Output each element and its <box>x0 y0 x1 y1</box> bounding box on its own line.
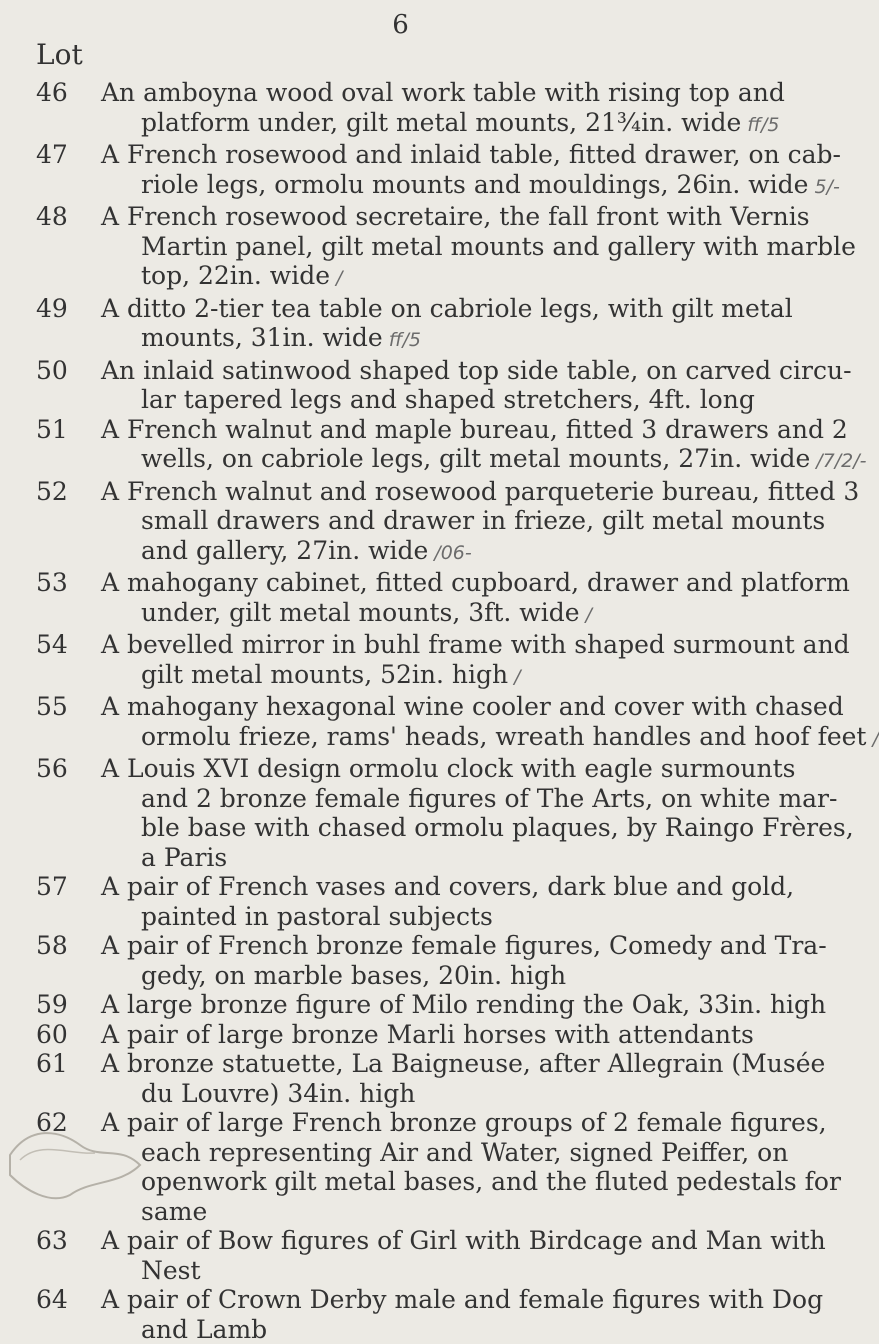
lot-description <box>101 568 850 630</box>
lot-description-text: A bronze statuette, La Baigneuse, after Allegrain (Musée <box>101 1049 825 1078</box>
lot-description-line <box>101 140 841 170</box>
handwritten-price-annotation: ff/5 <box>389 329 421 351</box>
lot-description-text: A large bronze figure of Milo rending the Oak, 33in. high <box>101 990 826 1019</box>
lot-description-line <box>101 1167 841 1197</box>
handwritten-price-annotation: /7/2/- <box>816 450 866 472</box>
lot-entry <box>36 294 791 356</box>
lot-description-text: An inlaid satinwood shaped top side table, on carved circu- <box>101 356 852 385</box>
lot-entry <box>36 931 791 990</box>
lot-number: 63 <box>36 1226 101 1256</box>
lot-description-line <box>101 1285 823 1315</box>
lot-description-line <box>101 1256 826 1286</box>
lot-column-header: Lot <box>36 38 83 71</box>
lot-description-text: gedy, on marble bases, 20in. high <box>141 961 566 990</box>
handwritten-price-annotation: / <box>336 267 342 289</box>
lot-description-line <box>101 415 867 445</box>
lot-description-text: wells, on cabriole legs, gilt metal mounts, 27in. wide <box>141 444 810 473</box>
lot-description-text: A mahogany cabinet, fitted cupboard, drawer and platform <box>101 568 850 597</box>
lot-description-text: A pair of large French bronze groups of 2 female figures, <box>101 1108 827 1137</box>
lot-description <box>101 692 879 754</box>
lot-description-line <box>101 902 794 932</box>
lot-description-text: A Louis XVI design ormolu clock with eagle surmounts <box>101 754 795 783</box>
lot-description-line <box>101 692 879 722</box>
page-number: 6 <box>0 10 801 40</box>
lot-description-line <box>101 1315 823 1344</box>
lot-description-line <box>101 78 791 108</box>
lot-description-line <box>101 232 856 262</box>
lot-number: 53 <box>36 568 101 598</box>
lot-description-line <box>101 202 856 232</box>
lot-description-line <box>101 722 879 755</box>
lot-description-line <box>101 444 867 477</box>
lot-description <box>101 477 859 569</box>
lot-description-line <box>101 630 850 660</box>
lot-description <box>101 1226 826 1285</box>
lot-description-line <box>101 784 854 814</box>
lot-description-text: ble base with chased ormolu plaques, by Raingo Frères, <box>141 813 854 842</box>
lot-number: 47 <box>36 140 101 170</box>
lot-description-text: same <box>141 1197 207 1226</box>
lot-description-line <box>101 477 859 507</box>
lot-description-text: top, 22in. wide <box>141 261 330 290</box>
lot-description-text: each representing Air and Water, signed Peiffer, on <box>141 1138 788 1167</box>
lot-description <box>101 140 841 202</box>
lot-number: 58 <box>36 931 101 961</box>
lot-description-text: under, gilt metal mounts, 3ft. wide <box>141 598 580 627</box>
lot-number: 60 <box>36 1020 101 1050</box>
lot-description-text: openwork gilt metal bases, and the fluted pedestals for <box>141 1167 841 1196</box>
lot-number: 64 <box>36 1285 101 1315</box>
lot-list <box>36 78 791 1344</box>
lot-description-line <box>101 1108 841 1138</box>
lot-description-line <box>101 813 854 843</box>
lot-entry <box>36 692 791 754</box>
lot-description-line <box>101 385 852 415</box>
handwritten-price-annotation: 5/- <box>814 176 839 198</box>
lot-entry <box>36 754 791 872</box>
lot-description-line <box>101 1197 841 1227</box>
lot-description-line <box>101 872 794 902</box>
lot-description-text: A mahogany hexagonal wine cooler and cover with chased <box>101 692 844 721</box>
lot-description <box>101 202 856 294</box>
lot-number: 50 <box>36 356 101 386</box>
lot-description <box>101 990 826 1020</box>
handwritten-price-annotation: / <box>872 728 878 750</box>
lot-description-text: A ditto 2-tier tea table on cabriole legs, with gilt metal <box>101 294 793 323</box>
lot-description-line <box>101 323 793 356</box>
lot-description-text: riole legs, ormolu mounts and mouldings, 26in. wide <box>141 170 808 199</box>
handwritten-price-annotation: ff/5 <box>747 114 779 136</box>
lot-description-line <box>101 1049 825 1079</box>
lot-number: 56 <box>36 754 101 784</box>
lot-description-text: a Paris <box>141 843 227 872</box>
lot-entry <box>36 1020 791 1050</box>
lot-description-text: lar tapered legs and shaped stretchers, 4ft. long <box>141 385 755 414</box>
lot-description-text: A pair of large bronze Marli horses with attendants <box>101 1020 754 1049</box>
lot-description-line <box>101 108 791 141</box>
lot-number: 57 <box>36 872 101 902</box>
lot-description-line <box>101 294 793 324</box>
lot-description-line <box>101 1079 825 1109</box>
lot-description-line <box>101 660 850 693</box>
lot-entry <box>36 78 791 140</box>
lot-number: 55 <box>36 692 101 722</box>
lot-description <box>101 754 854 872</box>
lot-description-text: An amboyna wood oval work table with rising top and <box>101 78 785 107</box>
lot-description-text: small drawers and drawer in frieze, gilt metal mounts <box>141 506 825 535</box>
lot-number: 62 <box>36 1108 101 1138</box>
lot-description-text: A pair of French bronze female figures, Comedy and Tra- <box>101 931 827 960</box>
lot-description-text: du Louvre) 34in. high <box>141 1079 415 1108</box>
lot-entry <box>36 415 791 477</box>
lot-description-line <box>101 990 826 1020</box>
lot-description-text: and gallery, 27in. wide <box>141 536 428 565</box>
lot-description-line <box>101 754 854 784</box>
lot-description-line <box>101 961 827 991</box>
handwritten-price-annotation: / <box>514 666 520 688</box>
lot-description-line <box>101 598 850 631</box>
lot-description <box>101 1020 791 1050</box>
lot-entry <box>36 568 791 630</box>
lot-description <box>101 356 852 415</box>
lot-description-text: A French rosewood and inlaid table, fitted drawer, on cab- <box>101 140 841 169</box>
lot-description-line <box>101 1138 841 1168</box>
lot-description-text: A bevelled mirror in buhl frame with shaped surmount and <box>101 630 850 659</box>
lot-number: 48 <box>36 202 101 232</box>
lot-description <box>101 294 793 356</box>
lot-description-line <box>101 506 859 536</box>
lot-entry <box>36 990 791 1020</box>
lot-description-text: A French rosewood secretaire, the fall front with Vernis <box>101 202 810 231</box>
lot-description-text: Martin panel, gilt metal mounts and gallery with marble <box>141 232 856 261</box>
lot-description-text: A pair of Bow figures of Girl with Birdcage and Man with <box>101 1226 826 1255</box>
lot-entry <box>36 630 791 692</box>
lot-description-line <box>101 536 859 569</box>
lot-description-text: mounts, 31in. wide <box>141 323 383 352</box>
lot-entry <box>36 202 791 294</box>
lot-entry <box>36 1226 791 1285</box>
lot-number: 49 <box>36 294 101 324</box>
lot-description-text: A French walnut and rosewood parqueterie bureau, fitted 3 <box>101 477 859 506</box>
lot-description-text: Nest <box>141 1256 201 1285</box>
lot-description <box>101 1049 825 1108</box>
lot-entry <box>36 1285 791 1344</box>
lot-description-line <box>101 356 852 386</box>
lot-description-text: A pair of French vases and covers, dark blue and gold, <box>101 872 794 901</box>
lot-description <box>101 931 827 990</box>
lot-entry <box>36 1108 791 1226</box>
lot-entry <box>36 872 791 931</box>
lot-description-text: A French walnut and maple bureau, fitted 3 drawers and 2 <box>101 415 848 444</box>
lot-description-line <box>101 261 856 294</box>
lot-description-text: A pair of Crown Derby male and female figures with Dog <box>101 1285 823 1314</box>
lot-number: 54 <box>36 630 101 660</box>
lot-number: 59 <box>36 990 101 1020</box>
lot-description-text: and 2 bronze female figures of The Arts, on white mar- <box>141 784 837 813</box>
lot-description <box>101 630 850 692</box>
lot-number: 61 <box>36 1049 101 1079</box>
lot-description <box>101 1285 823 1344</box>
lot-description <box>101 1108 841 1226</box>
lot-entry <box>36 140 791 202</box>
lot-description-line <box>101 843 854 873</box>
lot-description-text: ormolu frieze, rams' heads, wreath handles and hoof feet <box>141 722 866 751</box>
lot-entry <box>36 356 791 415</box>
lot-description-text: and Lamb <box>141 1315 267 1344</box>
handwritten-price-annotation: / <box>586 604 592 626</box>
lot-description-line <box>101 931 827 961</box>
lot-description <box>101 415 867 477</box>
lot-description <box>101 872 794 931</box>
lot-description-text: painted in pastoral subjects <box>141 902 493 931</box>
lot-number: 51 <box>36 415 101 445</box>
lot-description-line <box>101 568 850 598</box>
lot-description-line <box>101 1226 826 1256</box>
handwritten-price-annotation: /06- <box>434 542 471 564</box>
lot-entry <box>36 1049 791 1108</box>
lot-description <box>101 78 791 140</box>
lot-description-text: platform under, gilt metal mounts, 21¾in. wide <box>141 108 741 137</box>
lot-number: 52 <box>36 477 101 507</box>
lot-description-line <box>101 1020 791 1050</box>
lot-number: 46 <box>36 78 101 108</box>
lot-description-line <box>101 170 841 203</box>
lot-entry <box>36 477 791 569</box>
lot-description-text: gilt metal mounts, 52in. high <box>141 660 508 689</box>
